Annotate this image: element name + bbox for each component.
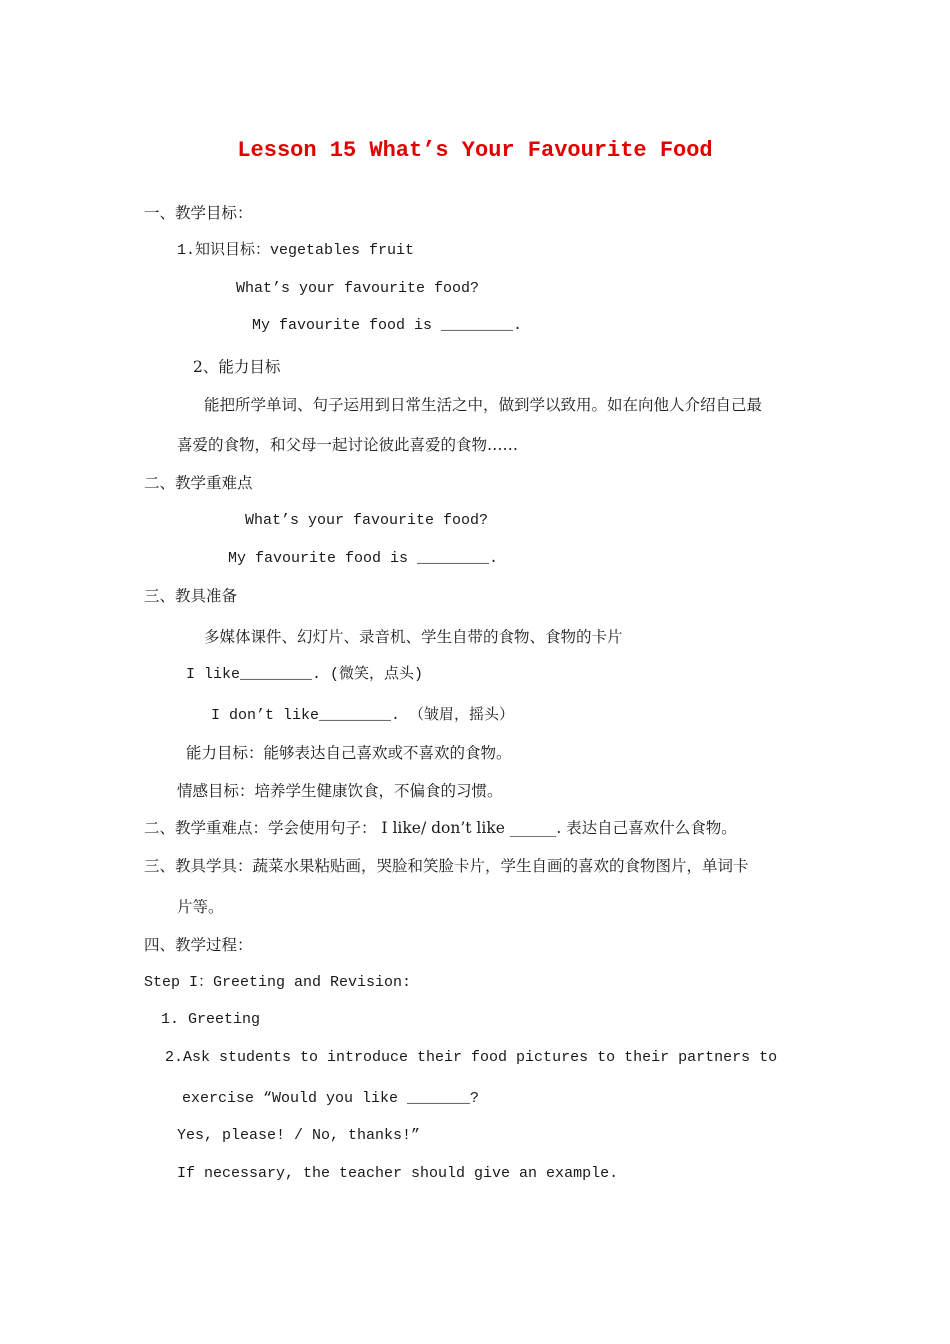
emotion-goal: 情感目标：培养学生健康饮食，不偏食的习惯。 (177, 782, 503, 800)
sentence-question: What’s your favourite food? (236, 280, 480, 297)
teaching-aids: 三、教具学具：蔬菜水果粘贴画，哭脸和笑脸卡片，学生自画的喜欢的食物图片，单词卡 (144, 857, 749, 875)
sentence-answer: My favourite food is ________. (252, 317, 523, 334)
ability-goal: 能力目标：能够表达自己喜欢或不喜欢的食物。 (186, 744, 512, 762)
response-line: Yes, please! / No, thanks!” (177, 1127, 421, 1144)
section-heading-process: 四、教学过程： (144, 936, 253, 954)
ability-objective-text: 能把所学单词、句子运用到日常生活之中，做到学以致用。如在向他人介绍自己最 (204, 396, 763, 414)
i-like-sentence: I like________. (微笑，点头) (186, 666, 424, 683)
key-sentence-question: What’s your favourite food? (245, 512, 489, 529)
knowledge-objective: 1.知识目标：vegetables fruit (177, 242, 415, 259)
section-heading-key-points: 二、教学重难点 (144, 474, 253, 492)
ask-students-item: 2.Ask students to introduce their food pictures to their partners to (165, 1049, 778, 1066)
teacher-note: If necessary, the teacher should give an example. (177, 1165, 619, 1182)
key-sentence-answer: My favourite food is ________. (228, 550, 499, 567)
teaching-aids-cont: 片等。 (177, 898, 224, 916)
i-dont-like-sentence: I don’t like________. （皱眉，摇头） (211, 707, 515, 724)
ability-objective-heading: 2、能力目标 (193, 358, 281, 376)
section-heading-objectives: 一、教学目标： (144, 204, 253, 222)
section-heading-materials: 三、教具准备 (144, 587, 238, 605)
ability-objective-text-cont: 喜爱的食物，和父母一起讨论彼此喜爱的食物…… (177, 436, 519, 454)
key-points-sentence: 二、教学重难点：学会使用句子： I like/ don’t like ______. 表达自己喜欢什么食物。 (144, 819, 737, 837)
step-one-heading: Step I：Greeting and Revision: (144, 974, 412, 991)
materials-list: 多媒体课件、幻灯片、录音机、学生自带的食物、食物的卡片 (204, 628, 623, 646)
exercise-line: exercise “Would you like _______? (182, 1090, 480, 1107)
greeting-item: 1. Greeting (161, 1011, 261, 1028)
document-title: Lesson 15 What’s Your Favourite Food (237, 138, 713, 163)
